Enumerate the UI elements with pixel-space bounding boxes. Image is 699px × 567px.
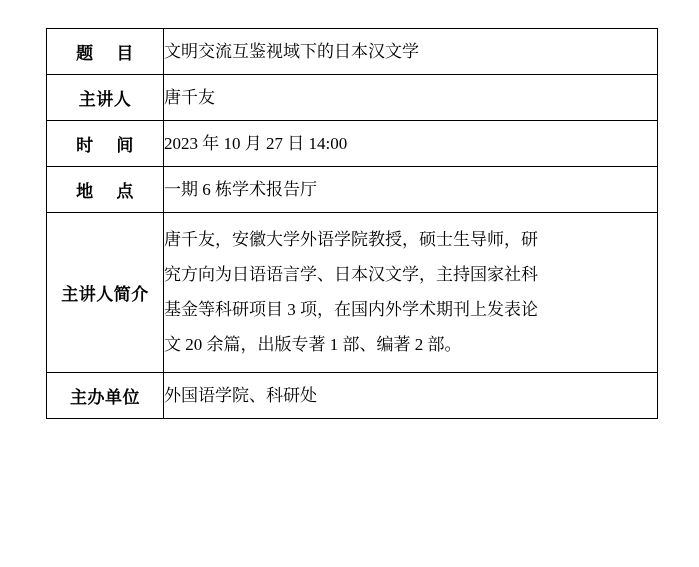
row-label-organizer: 主办单位 xyxy=(47,373,164,419)
table-row-time xyxy=(47,121,658,167)
row-label-place: 地 点 xyxy=(47,167,164,213)
bio-line: 基金等科研项目 3 项，在国内外学术期刊上发表论 xyxy=(164,299,538,319)
row-label-speaker: 主讲人 xyxy=(47,75,164,121)
table-row-organizer xyxy=(47,373,658,419)
table-row-place xyxy=(47,167,658,213)
row-value-title: 文明交流互鉴视域下的日本汉文学 xyxy=(164,29,658,75)
row-value-speaker: 唐千友 xyxy=(164,75,658,121)
table-row-bio xyxy=(47,213,658,373)
bio-line: 究方向为日语语言学、日本汉文学，主持国家社科 xyxy=(164,264,538,284)
bio-line: 唐千友，安徽大学外语学院教授，硕士生导师，研 xyxy=(164,230,538,249)
table-row-title xyxy=(47,29,658,75)
table-row-speaker xyxy=(47,75,658,121)
row-value-bio xyxy=(164,213,658,373)
row-label-bio: 主讲人简介 xyxy=(47,213,164,373)
lecture-info-table xyxy=(46,28,658,419)
bio-line: 文 20 余篇，出版专著 1 部、编著 2 部。 xyxy=(164,334,462,354)
row-value-organizer: 外国语学院、科研处 xyxy=(164,373,658,419)
row-value-place: 一期 6 栋学术报告厅 xyxy=(164,167,658,213)
row-label-time: 时 间 xyxy=(47,121,164,167)
row-label-title: 题 目 xyxy=(47,29,164,75)
row-value-time: 2023 年 10 月 27 日 14:00 xyxy=(164,121,658,167)
